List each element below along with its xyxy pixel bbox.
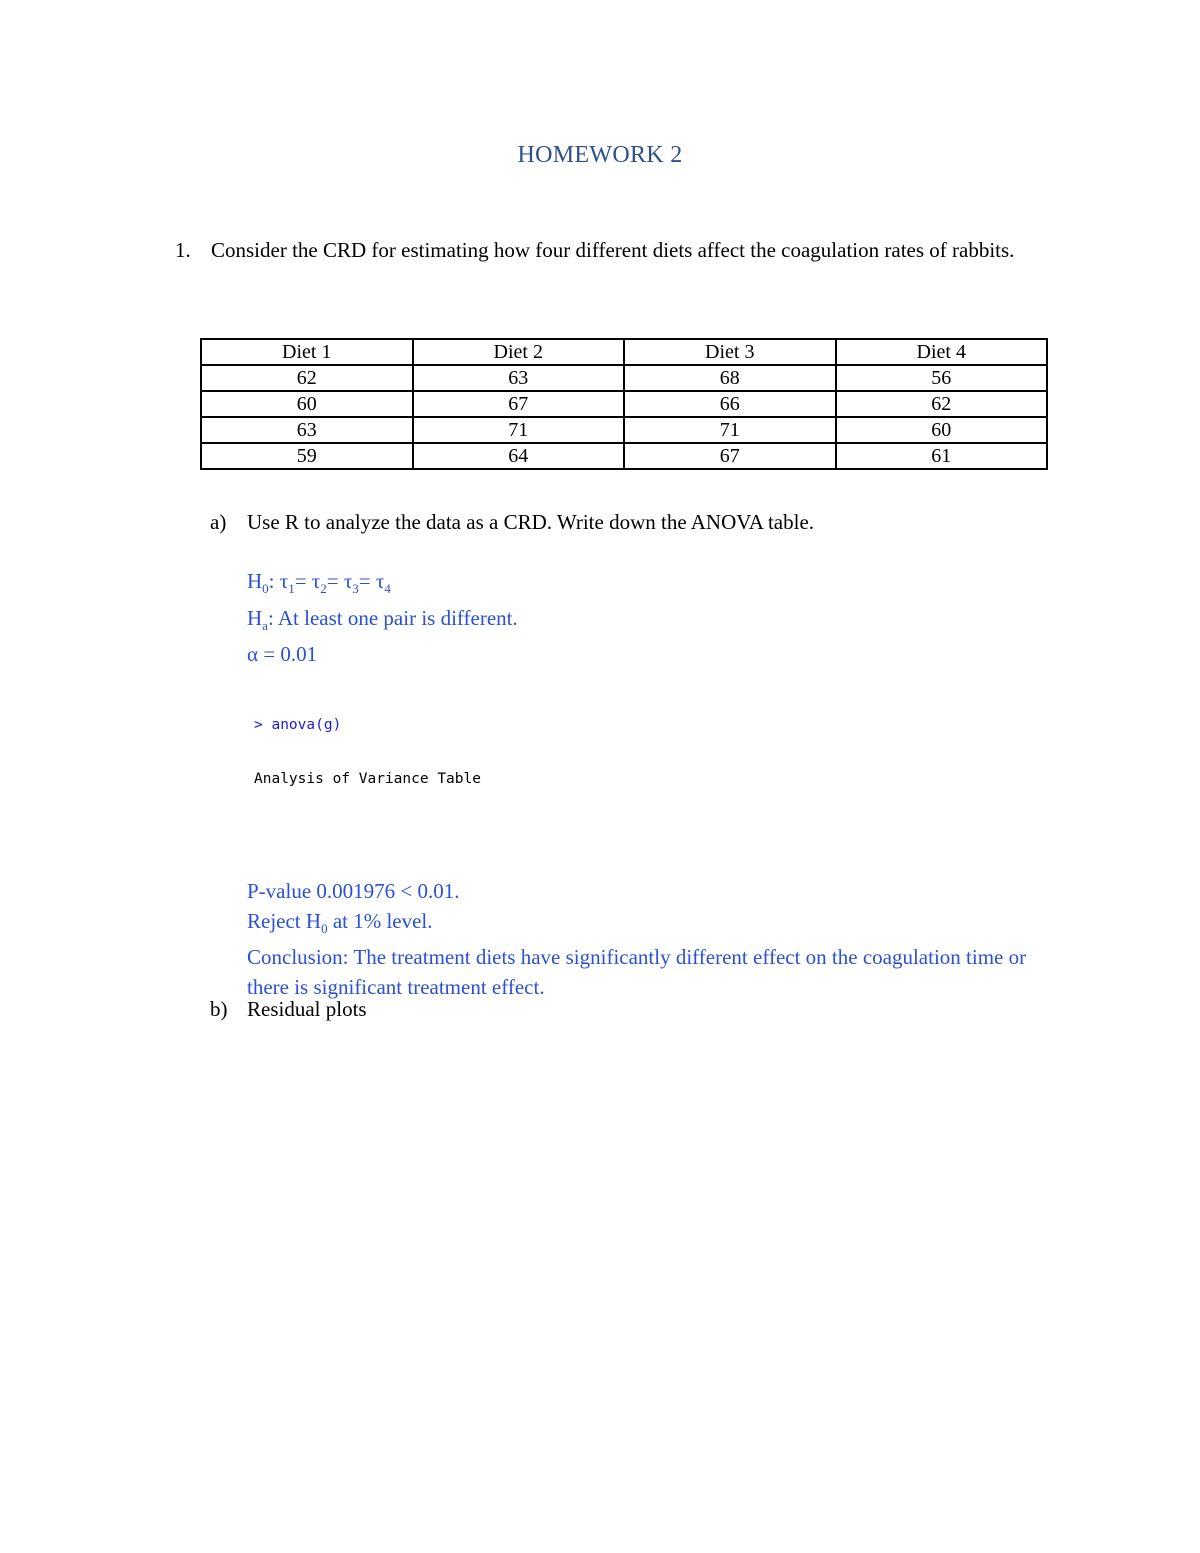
table-cell: 63 xyxy=(201,417,413,443)
tau-1-subscript: 1 xyxy=(288,581,295,597)
ha-subscript: a xyxy=(262,617,268,633)
h0-subscript: 0 xyxy=(262,581,269,597)
question-1 xyxy=(175,236,1055,265)
reject-subscript: 0 xyxy=(321,920,328,936)
table-row xyxy=(201,443,1047,469)
table-cell: 66 xyxy=(624,391,836,417)
table-cell: 59 xyxy=(201,443,413,469)
part-b xyxy=(210,995,367,1024)
table-header-cell: Diet 1 xyxy=(201,339,413,365)
ha-symbol: H xyxy=(247,605,263,630)
table-header-row xyxy=(201,339,1047,365)
table-cell: 67 xyxy=(624,443,836,469)
table-cell: 62 xyxy=(201,365,413,391)
alternative-hypothesis xyxy=(247,604,1057,641)
reject-statement xyxy=(247,907,1057,944)
h0-equals-2: = τ xyxy=(326,569,353,593)
conclusion-statement: Conclusion: The treatment diets have significantly different effect on the coagulation time or there is significant treatment effect. xyxy=(247,945,1027,999)
alpha-level: α = 0.01 xyxy=(247,642,318,667)
r-command: > anova(g) xyxy=(254,717,342,733)
h0-equals-1: = τ xyxy=(294,569,321,593)
table-row xyxy=(201,391,1047,417)
reject-level: at 1% level. xyxy=(327,908,433,933)
anova-table-title: Analysis of Variance Table xyxy=(254,771,481,787)
part-a-text: Use R to analyze the data as a CRD. Write down the ANOVA table. xyxy=(247,510,815,534)
part-a xyxy=(210,508,814,537)
p-value-statement: P-value 0.001976 < 0.01. xyxy=(247,879,460,903)
h0-text: : τ xyxy=(268,569,289,593)
reject-text: Reject H xyxy=(247,908,322,933)
table-header-cell: Diet 2 xyxy=(413,339,625,365)
table-cell: 60 xyxy=(201,391,413,417)
ha-text: : At least one pair is different. xyxy=(267,605,518,630)
table-cell: 64 xyxy=(413,443,625,469)
table-cell: 62 xyxy=(836,391,1048,417)
tau-2-subscript: 2 xyxy=(320,581,327,597)
null-hypothesis xyxy=(247,567,1057,604)
table-cell: 60 xyxy=(836,417,1048,443)
table-cell: 68 xyxy=(624,365,836,391)
part-a-letter: a) xyxy=(210,510,227,534)
spacer xyxy=(254,824,894,842)
r-console-output xyxy=(254,680,894,848)
diet-data-table xyxy=(200,338,1048,470)
table-cell: 67 xyxy=(413,391,625,417)
part-b-letter: b) xyxy=(210,997,228,1021)
hypotheses-block xyxy=(247,567,1057,670)
table-cell: 61 xyxy=(836,443,1048,469)
part-b-text: Residual plots xyxy=(247,997,367,1021)
conclusion-block xyxy=(247,877,1057,1002)
table-cell: 71 xyxy=(413,417,625,443)
question-number: 1. xyxy=(175,238,191,262)
table-row xyxy=(201,365,1047,391)
page-title: HOMEWORK 2 xyxy=(517,142,683,168)
table-cell: 63 xyxy=(413,365,625,391)
h0-symbol: H xyxy=(247,569,263,593)
table-header-cell: Diet 3 xyxy=(624,339,836,365)
table-cell: 71 xyxy=(624,417,836,443)
question-text: Consider the CRD for estimating how four different diets affect the coagulation rates of rabbits. xyxy=(211,238,1015,262)
table-cell: 56 xyxy=(836,365,1048,391)
table-row xyxy=(201,417,1047,443)
h0-equals-3: = τ xyxy=(358,569,385,593)
table-header-cell: Diet 4 xyxy=(836,339,1048,365)
tau-4-subscript: 4 xyxy=(384,581,391,597)
tau-3-subscript: 3 xyxy=(352,581,359,597)
